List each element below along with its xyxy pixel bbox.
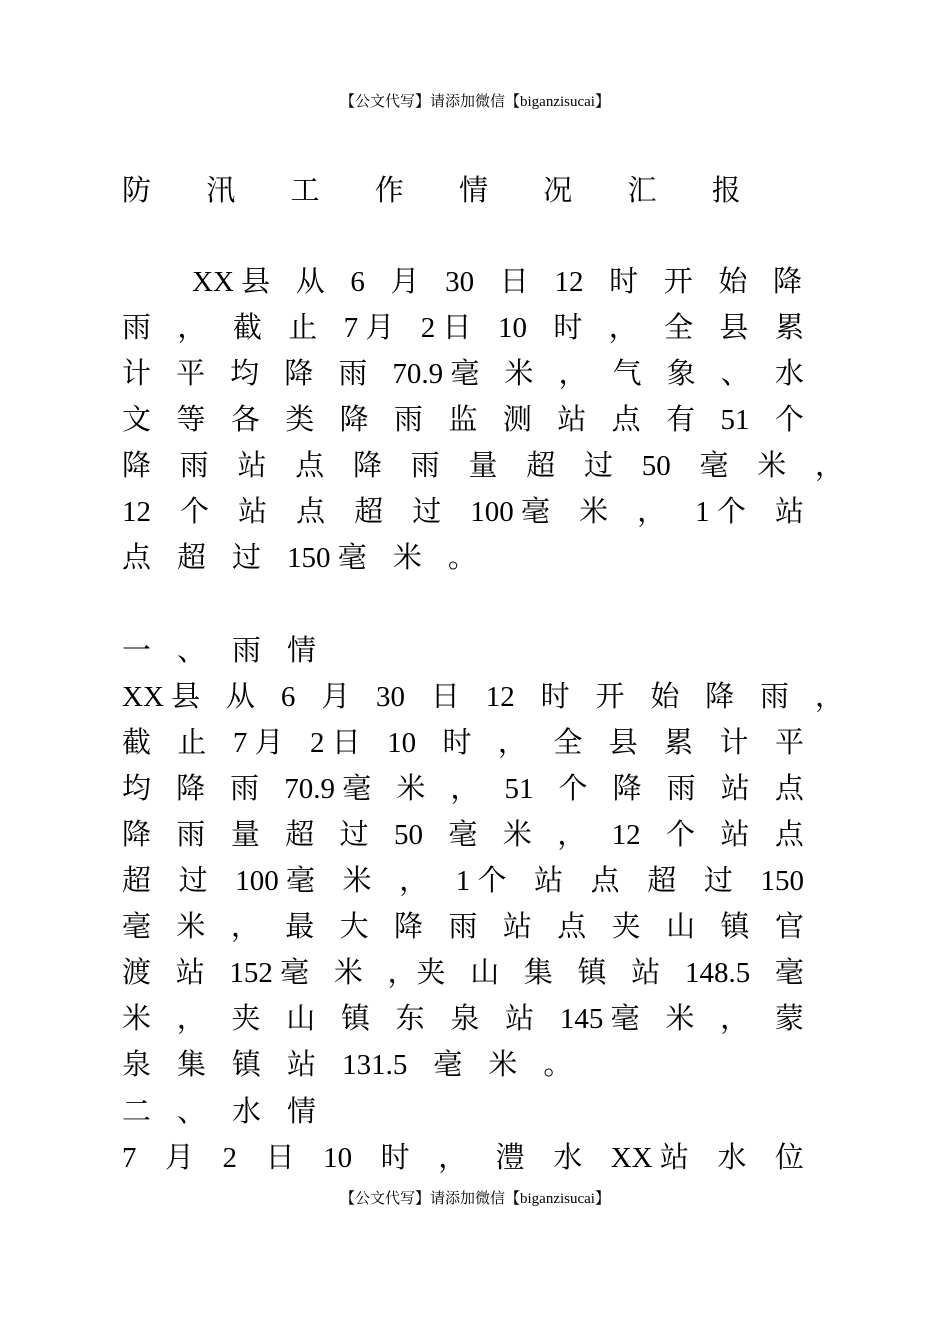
text-token: 7 月 (343, 312, 395, 344)
text-token: 米 (504, 358, 534, 390)
text-line (122, 492, 804, 532)
text-token: 个 (774, 404, 804, 436)
text-token: 日 (265, 1142, 295, 1174)
text-line (122, 907, 804, 947)
text-token: 平 (176, 358, 206, 390)
text-token: 均 (230, 358, 260, 390)
text-token: 50 (641, 450, 671, 482)
text-token: XX 县 (122, 681, 201, 713)
text-token: 50 (394, 819, 424, 851)
text-token: 12 (122, 496, 151, 528)
text-token: 米 (342, 865, 372, 897)
text-token: 山 (470, 957, 500, 989)
text-token: 镇 (232, 1049, 262, 1081)
text-token: 渡 (122, 957, 152, 989)
text-token: 雨 (232, 635, 262, 667)
text-token: 个 (666, 819, 696, 851)
text-token: 镇 (720, 911, 750, 943)
text-token: 米 (488, 1049, 518, 1081)
text-token: 70.9 毫 (392, 358, 480, 390)
text-token: 毫 (433, 1049, 463, 1081)
text-token: 山 (286, 1003, 316, 1035)
text-token: 12 (611, 819, 641, 851)
text-line (122, 1138, 804, 1178)
text-line (122, 953, 804, 993)
text-token: 10 (323, 1142, 353, 1174)
text-token: 超 (647, 865, 677, 897)
text-token: ， (177, 312, 207, 344)
text-token: 7 (122, 1142, 137, 1174)
text-token: 东 (395, 1003, 425, 1035)
text-token: ， (608, 312, 638, 344)
text-token: 泉 (122, 1049, 152, 1081)
text-token: ， (637, 496, 667, 528)
text-token: 镇 (340, 1003, 370, 1035)
text-token: 镇 (577, 957, 607, 989)
text-token: 30 (376, 681, 406, 713)
text-token: 日 (430, 681, 460, 713)
text-token: 文 (122, 404, 152, 436)
text-token: 站 (175, 957, 205, 989)
text-token: 雨 (122, 312, 152, 344)
text-token: ， (814, 450, 844, 482)
text-token: 148.5 (684, 957, 751, 989)
text-token: 降 (284, 358, 314, 390)
text-token: 过 (178, 865, 208, 897)
text-line (192, 262, 802, 302)
text-token: 一 (122, 635, 152, 667)
text-token: 点 (296, 496, 326, 528)
text-token: 30 (445, 266, 475, 298)
text-token: XX 站 (610, 1142, 689, 1174)
text-token: 水 (232, 1096, 262, 1128)
text-token: 7 月 (232, 727, 284, 759)
text-token: 降 (612, 773, 642, 805)
text-token: 过 (339, 819, 369, 851)
text-token: 米 (392, 542, 422, 574)
text-token: 、 (720, 358, 750, 390)
text-token: 最 (285, 911, 315, 943)
text-token: 集 (177, 1049, 207, 1081)
text-token: ， (230, 911, 260, 943)
text-token: 月 (165, 1142, 195, 1174)
header-watermark: 【公文代写】请添加微信【biganzisucai】 (340, 94, 610, 110)
text-token: ， (399, 865, 429, 897)
text-line (122, 861, 804, 901)
text-token: 计 (719, 727, 749, 759)
text-token: 12 (554, 266, 584, 298)
text-token: 夹 (611, 911, 641, 943)
text-token: 监 (448, 404, 478, 436)
text-token: 雨 (760, 681, 790, 713)
text-token: 均 (122, 773, 152, 805)
text-token: 县 (719, 312, 749, 344)
text-token: 站 (720, 819, 750, 851)
text-token: 51 (504, 773, 534, 805)
text-line (122, 538, 852, 578)
text-line (122, 677, 844, 717)
text-token: 、 (177, 635, 207, 667)
text-token: 始 (718, 266, 748, 298)
text-token: 100 毫 (470, 496, 551, 528)
text-token: 站 (720, 773, 750, 805)
text-token: ， (176, 1003, 206, 1035)
text-token: 站 (631, 957, 661, 989)
text-token: 个 (180, 496, 210, 528)
text-token: 145 毫 (559, 1003, 640, 1035)
text-token: 降 (353, 450, 383, 482)
text-token: 雨 (176, 819, 206, 851)
text-token: 、 (177, 1096, 207, 1128)
text-token: 51 (720, 404, 750, 436)
text-token: ，夹 (387, 957, 446, 989)
text-line (122, 446, 844, 486)
text-line (122, 1092, 852, 1132)
text-token: 米 (757, 450, 787, 482)
text-token: 2 日 (420, 312, 472, 344)
text-token: 全 (553, 727, 583, 759)
text-token: 站 (505, 1003, 535, 1035)
text-token: 站 (534, 865, 564, 897)
text-token: 雨 (666, 773, 696, 805)
text-token: 时 (553, 312, 583, 344)
text-token: 过 (232, 542, 262, 574)
text-token: 全 (664, 312, 694, 344)
footer-watermark: 【公文代写】请添加微信【biganzisucai】 (340, 1191, 610, 1207)
text-token: 雨 (230, 773, 260, 805)
text-token: 米 (579, 496, 609, 528)
text-token: 累 (774, 312, 804, 344)
text-token: 米 (502, 819, 532, 851)
text-token: 超 (354, 496, 384, 528)
text-token: XX 县 (192, 266, 271, 298)
text-token: 截 (232, 312, 262, 344)
text-token: 有 (666, 404, 696, 436)
text-token: 止 (288, 312, 318, 344)
text-token: 等 (176, 404, 206, 436)
text-token: 点 (122, 542, 152, 574)
text-token: 1 个 (455, 865, 507, 897)
text-line (122, 815, 804, 855)
text-token: 2 (222, 1142, 238, 1174)
text-token: 10 (387, 727, 417, 759)
text-token: 12 (485, 681, 515, 713)
text-token: 。 (447, 542, 477, 574)
text-token: 降 (176, 773, 206, 805)
text-token: ， (450, 773, 480, 805)
text-line (122, 631, 852, 671)
text-token: 二 (122, 1096, 152, 1128)
text-token: 降 (772, 266, 802, 298)
text-token: 水 (717, 1142, 747, 1174)
text-token: 超 (177, 542, 207, 574)
text-token: 70.9 毫 (284, 773, 372, 805)
text-token: 站 (287, 1049, 317, 1081)
text-token: 131.5 (342, 1049, 408, 1081)
text-token: 米 (176, 911, 206, 943)
text-token: 雨 (394, 404, 424, 436)
text-token: 6 (280, 681, 296, 713)
text-token: 澧 (495, 1142, 525, 1174)
text-token: ， (558, 358, 588, 390)
text-token: ， (720, 1003, 750, 1035)
text-token: 毫 (122, 911, 152, 943)
text-token: 100 毫 (235, 865, 315, 897)
text-token: ， (438, 1142, 468, 1174)
text-token: 大 (339, 911, 369, 943)
text-token: 过 (412, 496, 442, 528)
text-token: 测 (502, 404, 532, 436)
text-token: 从 (225, 681, 255, 713)
text-token: 泉 (450, 1003, 480, 1035)
text-line (122, 769, 804, 809)
text-token: 超 (285, 819, 315, 851)
text-token: 过 (584, 450, 614, 482)
text-token: 毫 (699, 450, 729, 482)
text-token: 超 (526, 450, 556, 482)
text-token: 152 毫 (229, 957, 310, 989)
text-token: 超 (122, 865, 152, 897)
text-token: 2 日 (309, 727, 361, 759)
text-token: 降 (339, 404, 369, 436)
text-token: 水 (553, 1142, 583, 1174)
text-token: 米 (122, 1003, 152, 1035)
text-token: 始 (650, 681, 680, 713)
text-token: 点 (557, 911, 587, 943)
text-token: 雨 (410, 450, 440, 482)
text-token: 月 (321, 681, 351, 713)
text-token: ， (557, 819, 587, 851)
text-token: 10 (497, 312, 527, 344)
text-token: 雨 (179, 450, 209, 482)
text-token: 蒙 (774, 1003, 804, 1035)
text-token: 站 (502, 911, 532, 943)
text-token: 米 (333, 957, 363, 989)
text-line (122, 1045, 852, 1085)
text-token: 位 (774, 1142, 804, 1174)
text-token: 降 (122, 450, 152, 482)
text-token: 止 (177, 727, 207, 759)
text-token: 各 (230, 404, 260, 436)
text-token: 截 (122, 727, 152, 759)
text-line (122, 400, 804, 440)
text-token: 个 (558, 773, 588, 805)
text-token: 开 (663, 266, 693, 298)
text-token: 山 (666, 911, 696, 943)
text-token: 时 (380, 1142, 410, 1174)
text-token: 量 (468, 450, 498, 482)
text-line (122, 999, 804, 1039)
text-token: 累 (664, 727, 694, 759)
document-title: 防 汛 工 作 情 况 汇 报 (122, 175, 765, 207)
text-token: ， (814, 681, 844, 713)
text-token: 150 毫 (287, 542, 367, 574)
text-token: 开 (595, 681, 625, 713)
text-token: 150 (760, 865, 804, 897)
text-token: 1 个 (695, 496, 746, 528)
text-token: 官 (774, 911, 804, 943)
text-token: 雨 (448, 911, 478, 943)
text-token: 月 (390, 266, 420, 298)
text-token: 平 (774, 727, 804, 759)
text-token: 站 (238, 496, 268, 528)
text-token: 毫 (448, 819, 478, 851)
text-token: 时 (609, 266, 639, 298)
text-token: 象 (666, 358, 696, 390)
text-token: 日 (499, 266, 529, 298)
text-token: 点 (774, 819, 804, 851)
text-token: 降 (705, 681, 735, 713)
text-token: 降 (122, 819, 152, 851)
text-token: 量 (230, 819, 260, 851)
text-line (122, 354, 804, 394)
text-token: 站 (557, 404, 587, 436)
text-token: 气 (612, 358, 642, 390)
text-token: 站 (774, 496, 804, 528)
text-token: 6 (350, 266, 365, 298)
text-token: 点 (590, 865, 620, 897)
text-line (122, 723, 804, 763)
text-token: 点 (611, 404, 641, 436)
text-token: 点 (774, 773, 804, 805)
text-token: 情 (287, 635, 317, 667)
text-token: 计 (122, 358, 152, 390)
text-token: 从 (295, 266, 325, 298)
text-token: 点 (295, 450, 325, 482)
text-token: 过 (703, 865, 733, 897)
text-token: 米 (396, 773, 426, 805)
text-token: 类 (285, 404, 315, 436)
text-token: 站 (237, 450, 267, 482)
text-token: 情 (287, 1096, 317, 1128)
text-token: 毫 (774, 957, 804, 989)
text-token: 降 (394, 911, 424, 943)
text-token: 水 (774, 358, 804, 390)
text-line (122, 308, 804, 348)
text-token: ， (497, 727, 527, 759)
text-token: 时 (540, 681, 570, 713)
text-token: 县 (608, 727, 638, 759)
text-token: 时 (442, 727, 472, 759)
text-token: 夹 (231, 1003, 261, 1035)
text-token: 。 (543, 1049, 573, 1081)
text-token: 集 (523, 957, 553, 989)
text-token: 雨 (338, 358, 368, 390)
text-token: 米 (665, 1003, 695, 1035)
